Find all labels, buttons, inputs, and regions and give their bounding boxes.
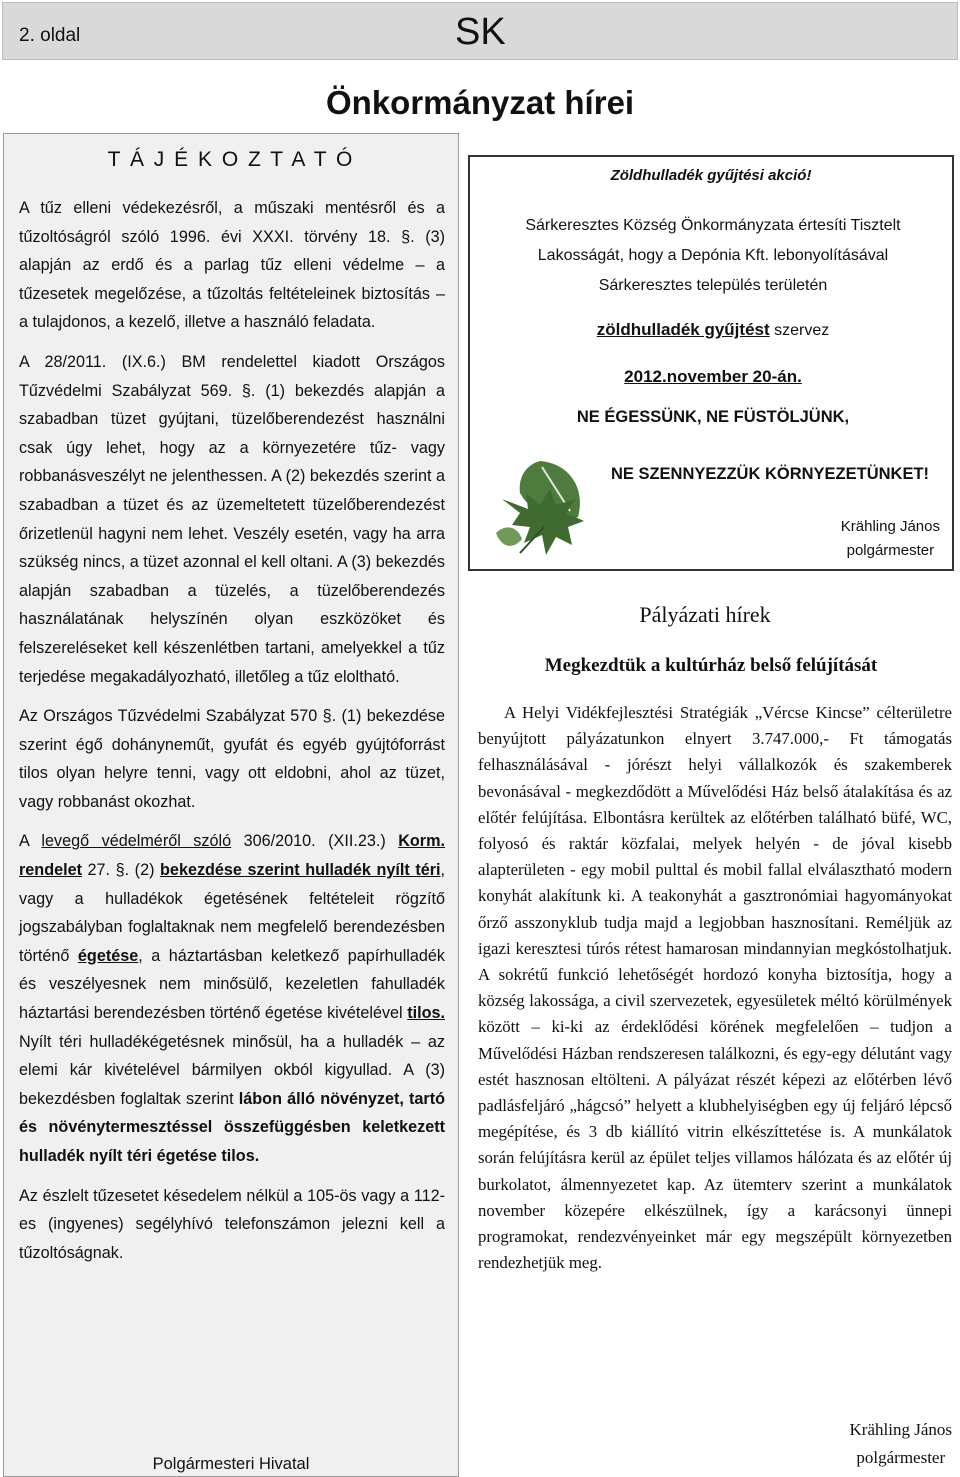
newspaper-logo: SK bbox=[455, 11, 506, 53]
notice-paragraph-3: Az Országos Tűzvédelmi Szabályzat 570 §. (1) bekezdése szerint égő dohányneműt, gyufát és egyéb gyújtóforrást tilos olyan helyre tenni, vagy ott eldobni, ahol az tüzet, vagy robbanást okozhat. bbox=[19, 707, 445, 811]
grants-title: Pályázati hírek bbox=[639, 602, 771, 627]
grants-subtitle: Megkezdtük a kultúrház belső felújítását bbox=[544, 655, 878, 676]
notice-paragraph-5: Az észlelt tűzesetet késedelem nélkül a 105-ös vagy a 112-es (ingyenes) segélyhívó telefonszámon jelezni kell a tűzoltóságnak. bbox=[19, 1186, 445, 1262]
section-title: Önkormányzat hírei bbox=[326, 84, 635, 121]
notice-signature: Polgármesteri Hivatal bbox=[152, 1455, 310, 1473]
p4-bold-text: lábon álló növényzet, tartó és növénytermesztéssel összefüggésben keletkezett hulladék nyílt téri égetése tilos. bbox=[19, 1089, 445, 1165]
p4-underlined-bold-text: tilos. bbox=[407, 1004, 445, 1023]
p4-text: , a háztartásban keletkező papírhulladék és veszélyesnek nem minősülő, kezeletlen fahulladék háztartási berendezésben történő égetése kivételével bbox=[19, 946, 445, 1023]
green-waste-body bbox=[480, 211, 946, 432]
p4-text: , vagy a hulladékok égetésének feltételeit rögzítő jogszabályban foglaltaknak nem megfelelő berendezésben történő bbox=[19, 861, 446, 965]
notice-paragraph-2: A 28/2011. (IX.6.) BM rendelettel kiadott Országos Tűzvédelmi Szabályzat 569. §. (1) bekezdés alapján a szabadban tüzet gyújtani, tüzelőberendezést használni csak úgy lehet, hogy az a környezetére tűz- vagy robbanásveszélyt ne jelenthessen. A (2) bekezdés szerint a szabadban a tüzet és az üzemeltetett tüzelőberendezést őrizetlenül hagyni nem lehet. Veszély esetén, vagy ha arra szükség nincs, a tüzet azonnal el kell oltani. A (3) bekezdés alapján szabadban a tüzelés, a tüzelőberendezés használatának helyszínén olyan eszközöket és felszereléseket kell készenlétben tartani, amelyekkel a tűz terjedése megakadályozható, illetőleg a tűz eloltható. bbox=[19, 352, 445, 686]
page-number: 2. oldal bbox=[19, 25, 81, 46]
green-waste-box bbox=[468, 155, 954, 571]
fire-notice-box bbox=[3, 133, 459, 1477]
p4-text: A bbox=[19, 832, 42, 851]
signer-name: Krähling János bbox=[840, 518, 940, 535]
green-waste-line: Lakosságát, hogy a Depónia Kft. lebonyolításával bbox=[537, 247, 889, 264]
action-text: szervez bbox=[769, 322, 830, 339]
green-waste-title: Zöldhulladék gyűjtési akció! bbox=[610, 167, 812, 184]
p4-text: 306/2010. (XII.23.) bbox=[231, 832, 399, 851]
green-waste-line: Sárkeresztes település területén bbox=[598, 277, 828, 294]
green-waste-line: Sárkeresztes Község Önkormányzata értesíti Tisztelt bbox=[525, 217, 901, 234]
p4-underlined-bold-text: Korm. rendelet bbox=[19, 832, 445, 880]
p4-text: Nyílt téri hulladékégetésnek minősül, ha a hulladék – az elemi kár kivételével bármilyen okból kigyullad. A (3) bekezdésben foglaltak szerint bbox=[19, 1032, 445, 1108]
signer-title: polgármester bbox=[846, 542, 935, 559]
green-waste-action bbox=[480, 315, 946, 346]
action-underlined: zöldhulladék gyűjtést bbox=[596, 320, 770, 339]
green-waste-slogan: NE ÉGESSÜNK, NE FÜSTÖLJÜNK, bbox=[576, 408, 850, 426]
notice-body bbox=[19, 194, 445, 1278]
p4-underlined-bold-text: égetése bbox=[77, 946, 139, 965]
signer-title: polgármester bbox=[856, 1448, 946, 1467]
page-header-bar bbox=[2, 2, 958, 60]
grants-body: A Helyi Vidékfejlesztési Stratégiák „Vércse Kincse” célterületre benyújtott pályázatunkon elnyert 3.747.000,- Ft támogatás felhasználásával - jórészt helyi vállalkozók és szakemberek bevonásával - megkezdődött a Művelődési Ház belső átalakítása és az előtér felújítása. Elbontásra kerültek az előtérben található büfé, WC, folyosó és raktár közfalai, melyek helyén - de jóval kisebb alapterületen - egy mobil pulttal és mobil fallal elválasztható modern konyhát alakítunk ki. A teakonyhát a gasztronómiai hagyományokat őrző asszonyklub tudja majd a legjobban hasznosítani. Reméljük az igazi keresztesi túrós rétest hamarosan mindannyian megkóstolhatjuk. A sokrétű funkció lehetőségét hordozó konyha biztosítja, hogy a község lakossága, a civil szervezetek, egyesületek méltó körülmények között – ki-ki az érdeklődési körének megfelelően – tudjon a Művelődési Házban rendszeresen találkozni, és egy-egy délutánt vagy estét hasznosan eltölteni. A pályázat részét képezi az előtérben lévő padlásfeljáró „hágcsó” helyett a klubhelyiségben egy új feljáró lépcső megépítése, és 3 db kiállító vitrin elkészíttetése is. A munkálatok során felújításra kerül az épület teljes villamos hálózata és az előtér új burkolatot, álmennyezetet kap. Az ütemterv szerint a munkálatok november közepére elkészülnek, így a karácsonyi ünnepi programokat, rendezvényeinket már egy megszépült környezetben rendezhetjük meg. bbox=[478, 703, 952, 1273]
green-waste-date: 2012.november 20-án. bbox=[624, 367, 802, 386]
leaves-icon bbox=[490, 453, 594, 561]
green-waste-slogan-2: NE SZENNYEZZÜK KÖRNYEZETÜNKET! bbox=[610, 465, 930, 483]
p4-text: 27. §. (2) bbox=[81, 861, 161, 880]
p4-underlined-text: levegő védelméről szóló bbox=[41, 832, 232, 851]
signer-name: Krähling János bbox=[849, 1420, 952, 1439]
notice-heading: T Á J É K O Z T A T Ó bbox=[107, 148, 355, 171]
notice-paragraph-1: A tűz elleni védekezésről, a műszaki mentésről és a tűzoltóságról szóló 1996. évi XXXI. törvény 18. §. (3) alapján az erdő és a parlag tűz elleni védelme – a tűzesetek megelőzése, a tűzoltás feltételeinek biztosítás – a tulajdonos, a kezelő, illetve a használó feladata. bbox=[19, 199, 445, 332]
p4-underlined-bold-text: bekezdése szerint hulladék nyílt téri bbox=[160, 861, 441, 880]
green-waste-signature bbox=[841, 515, 940, 563]
grants-signature bbox=[850, 1416, 952, 1472]
notice-paragraph-4 bbox=[19, 827, 445, 1170]
